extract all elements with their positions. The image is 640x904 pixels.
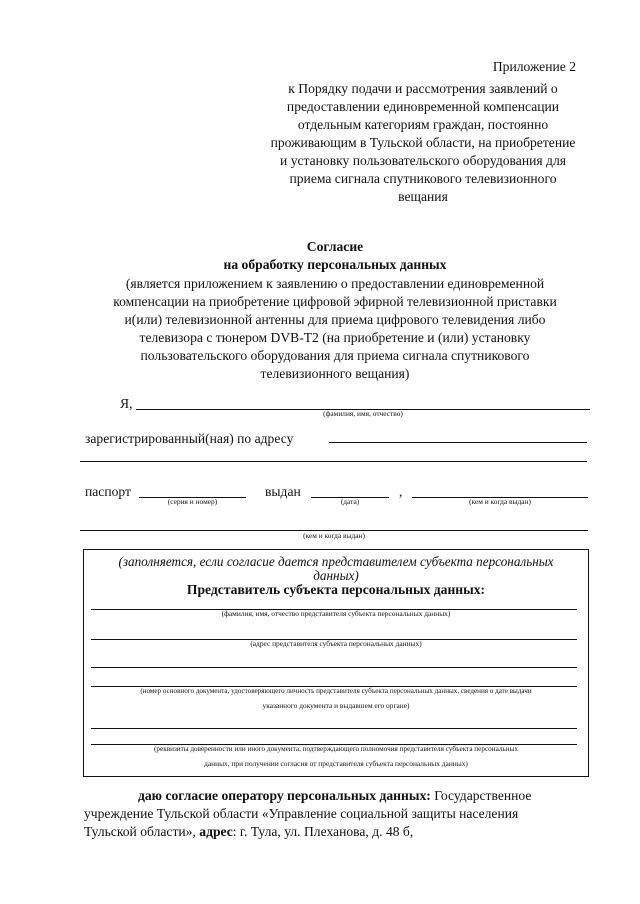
name-hint: (фамилия, имя, отчество) — [323, 409, 403, 418]
consent-address-label: адрес — [199, 824, 233, 839]
i-label: Я, — [120, 396, 133, 411]
consent-line-3 — [84, 823, 413, 841]
consent-line3-start: Тульской области», — [84, 824, 196, 839]
appendix-line: и установку пользовательского оборудования для — [280, 153, 566, 168]
consent-line3-end: : г. Тула, ул. Плеханова, д. 48 б, — [232, 824, 414, 839]
representative-note-line2: данных) — [313, 568, 359, 583]
rep-proxy-hint-2: данных, при получении согласия от представителя субъекта персональных данных) — [204, 759, 468, 768]
appendix-line: вещания — [398, 189, 448, 204]
passport-label: паспорт — [85, 484, 131, 499]
rep-address-hint: (адрес представителя субъекта персональных данных) — [250, 639, 422, 648]
heading-note-line: телевизора с тюнером DVB-T2 (на приобретение и (или) установку — [139, 330, 531, 345]
address-field-line-2[interactable] — [80, 461, 587, 462]
appendix-line: к Порядку подачи и рассмотрения заявлений о — [288, 81, 558, 96]
series-hint: (серия и номер) — [167, 497, 218, 506]
comma: , — [399, 484, 403, 499]
address-field-line[interactable] — [329, 442, 587, 443]
rep-document-line-1[interactable] — [91, 667, 577, 668]
appendix-line: приема сигнала спутникового телевизионного — [289, 171, 557, 186]
consent-line-1 — [138, 787, 531, 805]
rep-proxy-line-1[interactable] — [91, 728, 577, 729]
issued-by-hint-2: (кем и когда выдан) — [303, 531, 365, 540]
heading-note-line: (является приложением к заявлению о предоставлении единовременной — [125, 276, 545, 291]
date-hint: (дата) — [340, 497, 360, 506]
heading-note-line: и(или) телевизионной антенны для приема цифрового телевидения либо — [124, 312, 546, 327]
consent-lead: даю согласие оператору персональных данных: — [138, 788, 431, 803]
heading-note-line: пользовательского оборудования для приема сигнала спутникового — [140, 348, 530, 363]
heading-note-line: компенсации на приобретение цифровой эфирной телевизионной приставки — [113, 294, 557, 309]
rep-name-hint: (фамилия, имя, отчество представителя субъекта персональных данных) — [221, 609, 451, 618]
representative-title: Представитель субъекта персональных данных: — [186, 582, 486, 597]
appendix-line: проживающим в Тульской области, на приобретение — [270, 135, 576, 150]
rep-document-hint-1: (номер основного документа, удостоверяющего личность представителя субъекта персональных данных, сведения о дате выдачи — [140, 687, 532, 695]
issued-by-hint: (кем и когда выдан) — [469, 497, 531, 506]
appendix-line: отдельным категориям граждан, постоянно — [297, 117, 549, 132]
appendix-title: Приложение 2 — [492, 59, 576, 74]
consent-subtitle: на обработку персональных данных — [223, 257, 447, 272]
rep-document-hint-2: указанного документа и выдавшем его органе) — [262, 701, 410, 710]
issued-label: выдан — [265, 484, 301, 499]
consent-line-2: учреждение Тульской области «Управление социальной защиты населения — [84, 806, 519, 821]
consent-title: Согласие — [306, 239, 364, 254]
address-label: зарегистрированный(ная) по адресу — [85, 431, 294, 446]
appendix-line: предоставлении единовременной компенсации — [286, 99, 560, 114]
rep-proxy-hint-1: (реквизиты доверенности или иного документа, подтверждающего полномочия представителя субъекта персональных — [154, 745, 518, 753]
consent-line1-rest: Государственное — [434, 788, 532, 803]
heading-note-line: телевизионного вещания) — [260, 366, 410, 381]
representative-note-line1: (заполняется, если согласие дается представителем субъекта персональных — [118, 554, 554, 569]
